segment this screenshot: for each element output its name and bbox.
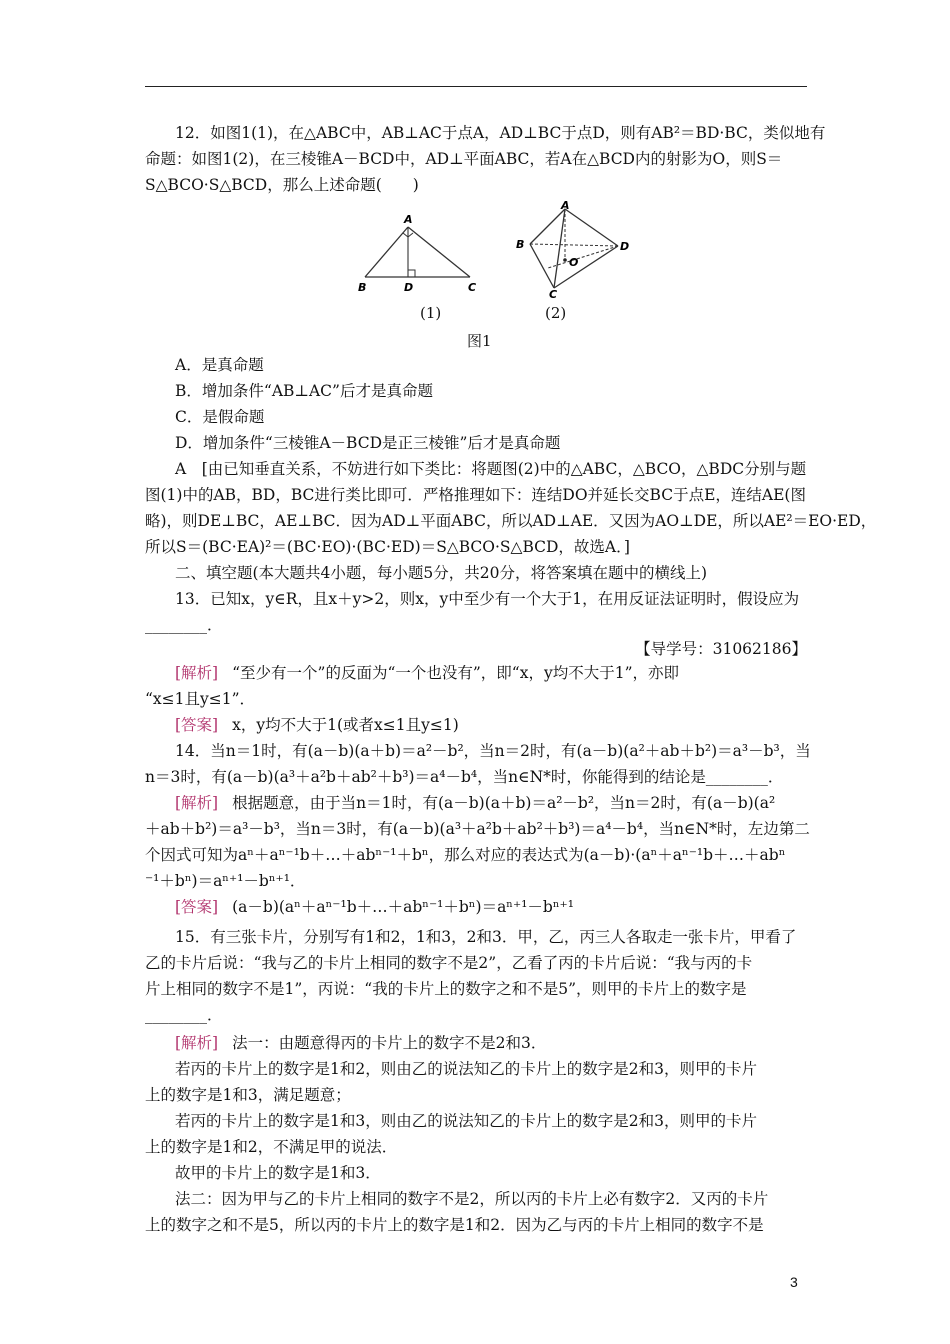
q13-answer-text: x，y均不大于1(或者x≤1且y≤1) (232, 716, 459, 734)
figure-2-label: (2) (545, 304, 567, 322)
q14-analysis-line-4: ⁻¹＋bⁿ)＝aⁿ⁺¹－bⁿ⁺¹． (145, 872, 306, 890)
q15-line-1: 15．有三张卡片，分别写有1和2，1和3，2和3．甲，乙，丙三人各取走一张卡片，甲看了 (175, 928, 797, 946)
fig2-point-d: D (620, 240, 630, 253)
q12-option-c: C．是假命题 (175, 408, 265, 426)
fig2-point-o: O (569, 256, 579, 269)
q15-analysis-line-8: 上的数字之和不是5，所以丙的卡片上的数字是1和2．因为乙与丙的卡片上相同的数字不是 (145, 1216, 764, 1234)
q13-line-2: ________． (145, 616, 223, 634)
analysis-tag: [解析] (175, 664, 219, 682)
fig2-point-b: B (516, 238, 525, 251)
analysis-tag: [解析] (175, 1034, 219, 1052)
q15-analysis-text: 法一：由题意得丙的卡片上的数字不是2和3． (232, 1034, 547, 1052)
header-rule (145, 86, 807, 87)
q15-line-4: ________． (145, 1006, 223, 1024)
fig2-point-c: C (549, 288, 558, 300)
q13-line-1: 13．已知x，y∈R，且x＋y>2，则x，y中至少有一个大于1，在用反证法证明时，假设应为 (175, 590, 800, 608)
q12-line-3: S△BCO·S△BCD，那么上述命题( ) (145, 176, 419, 194)
q15-analysis-line-5: 上的数字是1和2，不满足甲的说法． (145, 1138, 398, 1156)
q14-analysis-line-2: ＋ab＋b²)＝a³－b³，当n＝3时，有(a－b)(a³＋a²b＋ab²＋b³)＝a⁴－b⁴，当n∈N*时，左边第二 (145, 820, 810, 838)
answer-tag: [答案] (175, 898, 219, 916)
q12-option-d: D．增加条件“三棱锥A－BCD是正三棱锥”后才是真命题 (175, 434, 561, 452)
q12-answer-line-1: A [由已知垂直关系，不妨进行如下类比：将题图(2)中的△ABC，△BCO，△BDC分别与题 (175, 460, 807, 478)
figure-1-label: (1) (420, 304, 442, 322)
fig1-point-d: D (404, 281, 414, 294)
q13-answer-line (175, 712, 807, 738)
figure-1-triangle (350, 213, 490, 295)
fig1-point-a: A (404, 213, 413, 226)
q15-analysis-line-4: 若丙的卡片上的数字是1和3，则由乙的说法知乙的卡片上的数字是2和3，则甲的卡片 (175, 1112, 757, 1130)
q12-line-1: 12．如图1(1)，在△ABC中，AB⊥AC于点A，AD⊥BC于点D，则有AB²＝BD·BC，类似地有 (175, 124, 826, 142)
q14-answer-line (175, 894, 807, 920)
q14-line-2: n＝3时，有(a－b)(a³＋a²b＋ab²＋b³)＝a⁴－b⁴，当n∈N*时，你能得到的结论是________． (145, 768, 784, 786)
q14-line-1: 14．当n＝1时，有(a－b)(a＋b)＝a²－b²，当n＝2时，有(a－b)(a²＋ab＋b²)＝a³－b³，当 (175, 742, 811, 760)
q15-analysis-line-6: 故甲的卡片上的数字是1和3． (175, 1164, 381, 1182)
q15-analysis-line-7: 法二：因为甲与乙的卡片上相同的数字不是2，所以丙的卡片上必有数字2．又丙的卡片 (175, 1190, 769, 1208)
q15-analysis-line-3: 上的数字是1和3，满足题意； (145, 1086, 351, 1104)
q15-analysis-line-2: 若丙的卡片上的数字是1和2，则由乙的说法知乙的卡片上的数字是2和3，则甲的卡片 (175, 1060, 757, 1078)
section-heading: 二、填空题(本大题共4小题，每小题5分，共20分，将答案填在题中的横线上) (175, 564, 708, 582)
q14-analysis-line-3: 个因式可知为aⁿ＋aⁿ⁻¹b＋…＋abⁿ⁻¹＋bⁿ，那么对应的表达式为(a－b)·(aⁿ＋aⁿ⁻¹b＋…＋abⁿ (145, 846, 786, 864)
figure-caption: 图1 (467, 332, 492, 350)
q12-line-2: 命题：如图1(2)，在三棱锥A－BCD中，AD⊥平面ABC，若A在△BCD内的射影为O，则S＝ (145, 150, 783, 168)
q13-analysis-line-1 (175, 660, 807, 686)
figure-2-tetrahedron (508, 200, 638, 300)
q14-answer-text: (a－b)(aⁿ＋aⁿ⁻¹b＋…＋abⁿ⁻¹＋bⁿ)＝aⁿ⁺¹－bⁿ⁺¹ (232, 898, 574, 916)
page-number: 3 (790, 1274, 798, 1290)
fig2-point-a: A (561, 200, 570, 212)
q12-answer-line-2: 图(1)中的AB，BD，BC进行类比即可．严格推理如下：连结DO并延长交BC于点E，连结AE(图 (145, 486, 806, 504)
q13-analysis-line-2: “x≤1且y≤1”． (145, 690, 256, 708)
q12-answer-line-3: 略)，则DE⊥BC，AE⊥BC．因为AD⊥平面ABC，所以AD⊥AE．又因为AO⊥DE，所以AE²＝EO·ED， (145, 512, 877, 530)
q12-answer-line-4: 所以S＝(BC·EA)²＝(BC·EO)·(BC·ED)＝S△BCO·S△BCD，故选A．] (145, 538, 630, 556)
q15-line-3: 片上相同的数字不是1”，丙说：“我的卡片上的数字之和不是5”，则甲的卡片上的数字是 (145, 980, 747, 998)
q12-option-b: B．增加条件“AB⊥AC”后才是真命题 (175, 382, 433, 400)
q14-analysis-text: 根据题意，由于当n＝1时，有(a－b)(a＋b)＝a²－b²，当n＝2时，有(a－b)(a² (232, 794, 776, 812)
guide-number: 【导学号：31062186】 (635, 640, 807, 658)
q15-line-2: 乙的卡片后说：“我与乙的卡片上相同的数字不是2”，乙看了丙的卡片后说：“我与丙的卡 (145, 954, 753, 972)
q15-analysis-line-1 (175, 1030, 807, 1056)
fig1-point-c: C (468, 281, 477, 294)
answer-tag: [答案] (175, 716, 219, 734)
fig1-point-b: B (358, 281, 367, 294)
q13-analysis-text: “至少有一个”的反面为“一个也没有”，即“x，y均不大于1”，亦即 (232, 664, 680, 682)
analysis-tag: [解析] (175, 794, 219, 812)
q14-analysis-line-1 (175, 790, 807, 816)
q12-option-a: A．是真命题 (175, 356, 264, 374)
